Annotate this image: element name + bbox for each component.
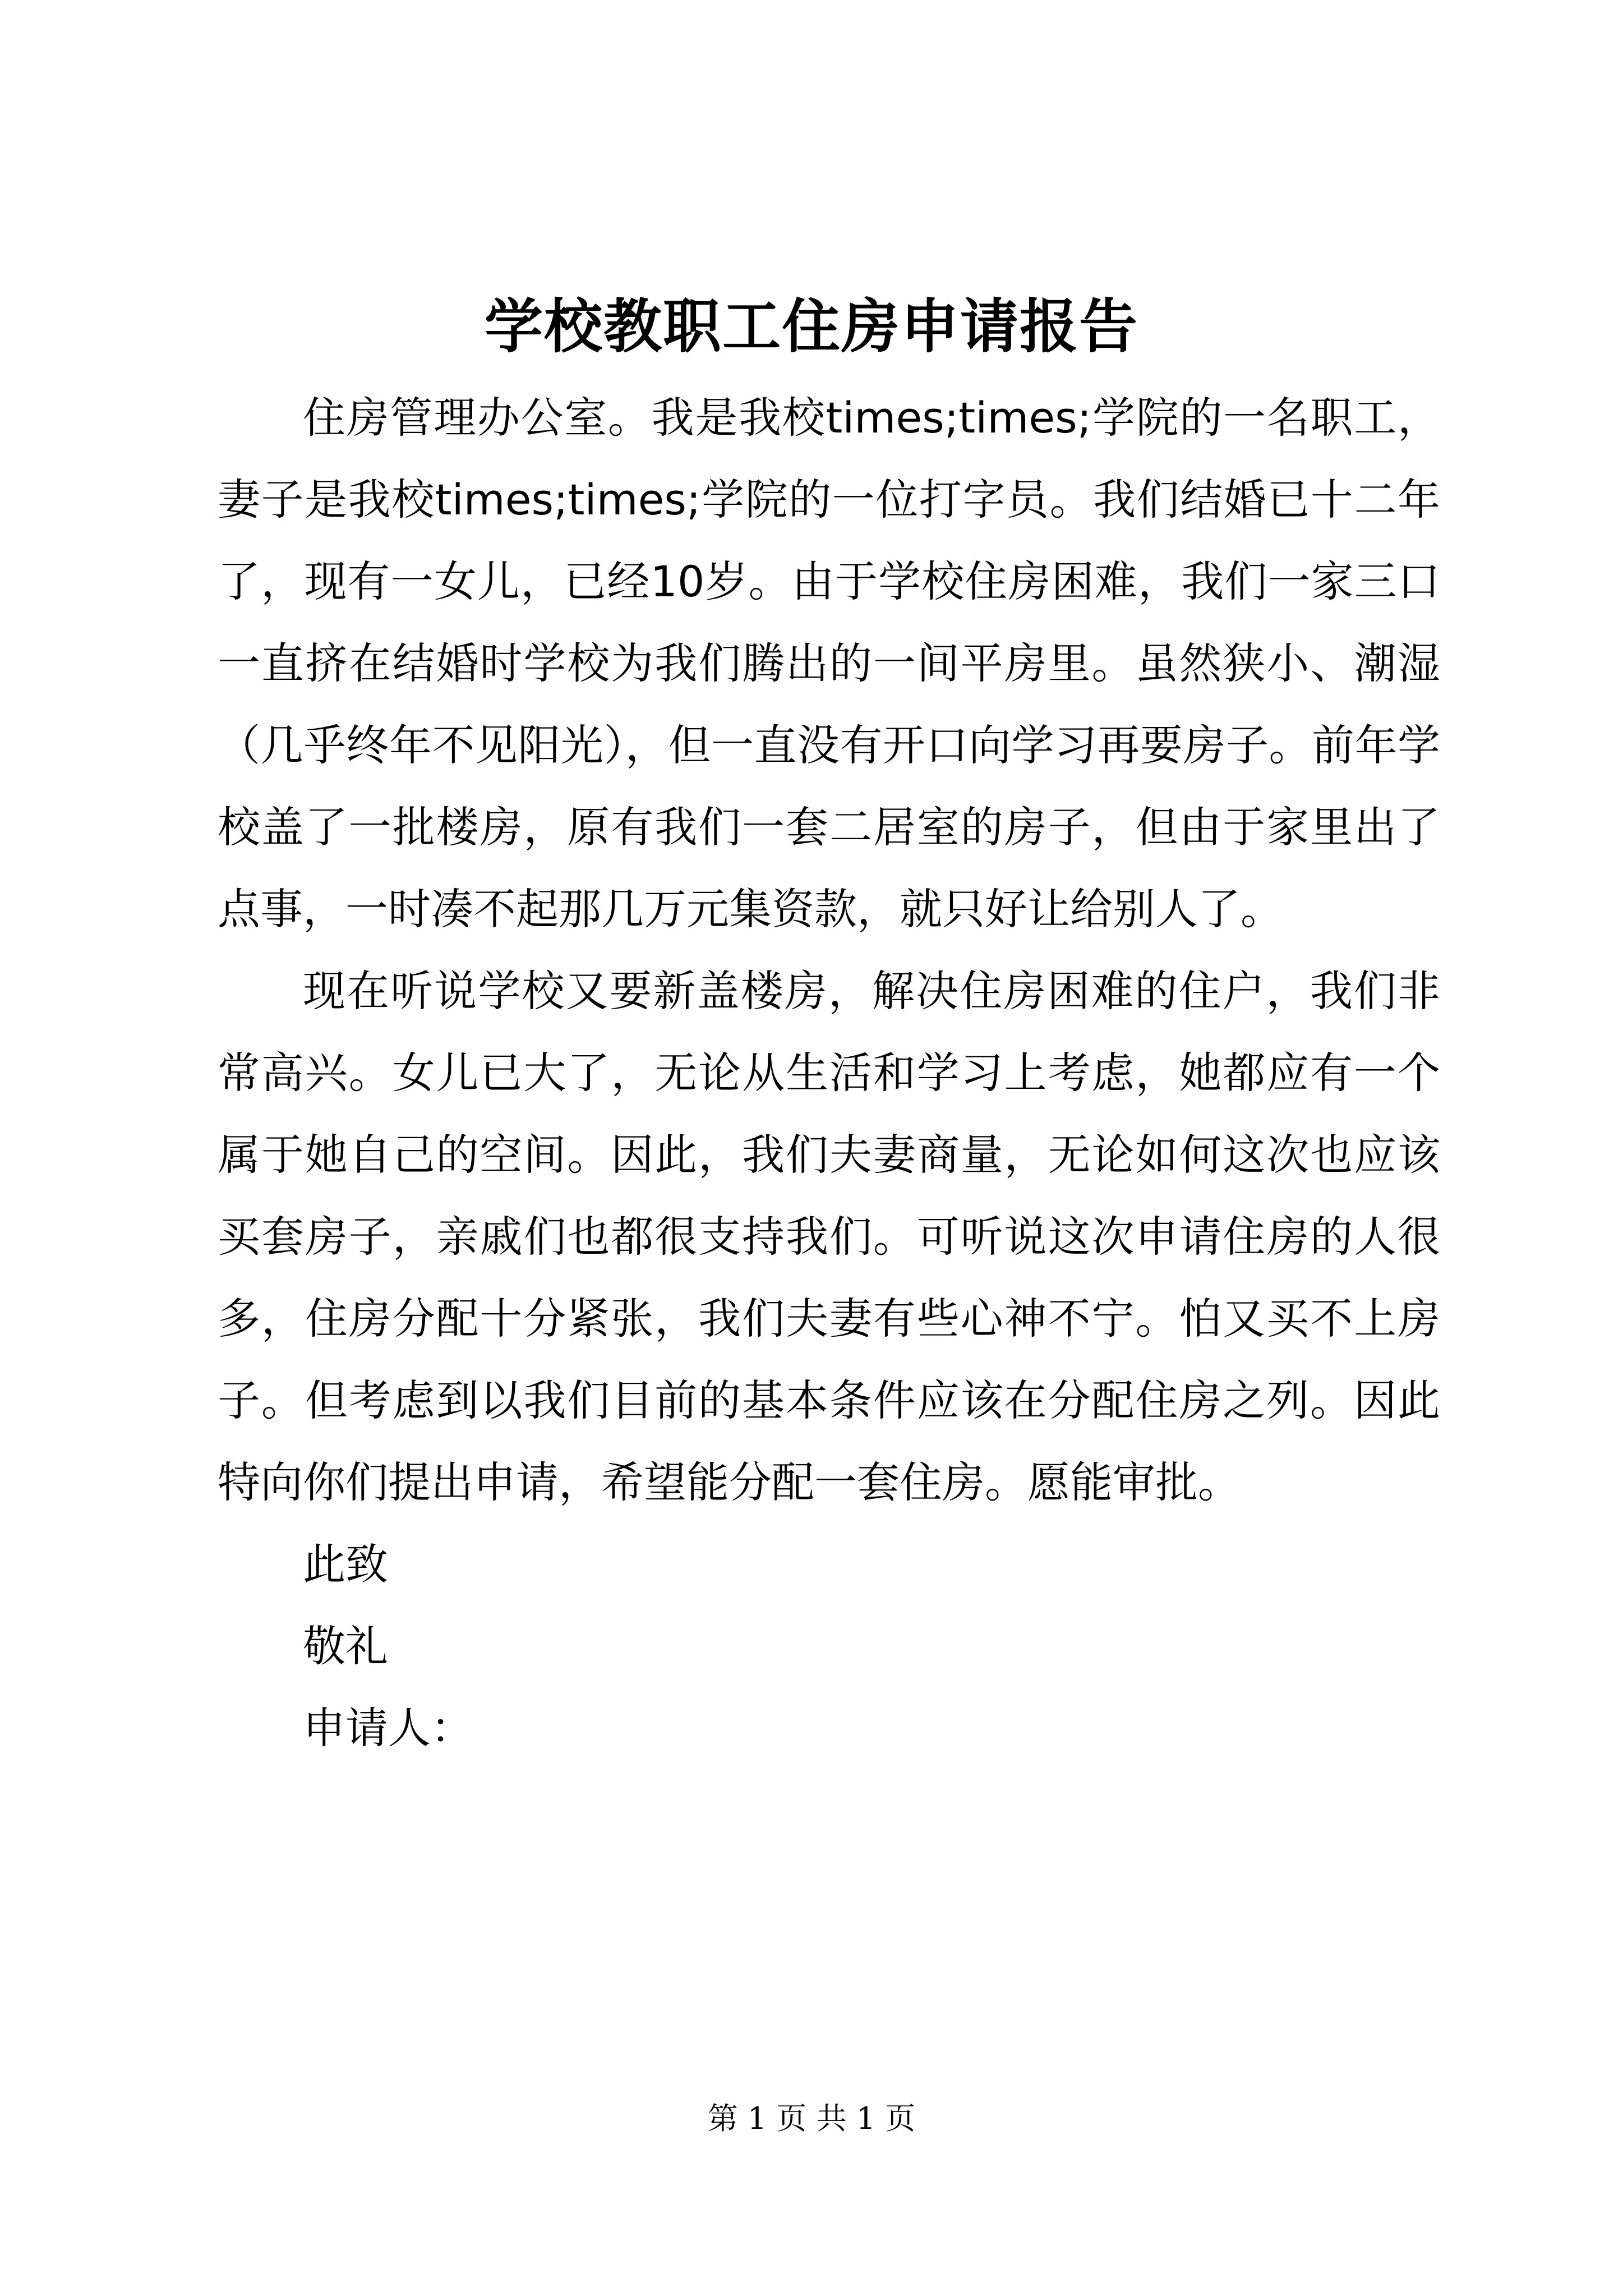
applicant-label: 申请人： [303, 1703, 473, 1753]
closing-salutation: 此致 [303, 1539, 388, 1589]
document-body [218, 377, 1440, 1769]
body-paragraph-1: 住房管理办公室。我是我校times;times;学院的一名职工，妻子是我校times;times;学院的一位打字员。我们结婚已十二年了，现有一女儿，已经10岁。由于学校住房困难，我们一家三口一直挤在结婚时学校为我们腾出的一间平房里。虽然狭小、潮湿（几乎终年不见阳光），但一直没有开口向学习再要房子。前年学校盖了一批楼房，原有我们一套二居室的房子，但由于家里出了点事，一时凑不起那几万元集资款，就只好让给别人了。 [218, 393, 1440, 934]
body-paragraph-2: 现在听说学校又要新盖楼房，解决住房困难的住户，我们非常高兴。女儿已大了，无论从生活和学习上考虑，她都应有一个属于她自己的空间。因此，我们夫妻商量，无论如何这次也应该买套房子，亲戚们也都很支持我们。可听说这次申请住房的人很多，住房分配十分紧张，我们夫妻有些心神不宁。怕又买不上房子。但考虑到以我们目前的基本条件应该在分配住房之列。因此特向你们提出申请，希望能分配一套住房。愿能审批。 [218, 966, 1440, 1507]
closing-regards: 敬礼 [303, 1621, 388, 1671]
document-title: 学校教职工住房申请报告 [484, 292, 1138, 361]
page-footer: 第 1 页 共 1 页 [707, 2101, 916, 2136]
